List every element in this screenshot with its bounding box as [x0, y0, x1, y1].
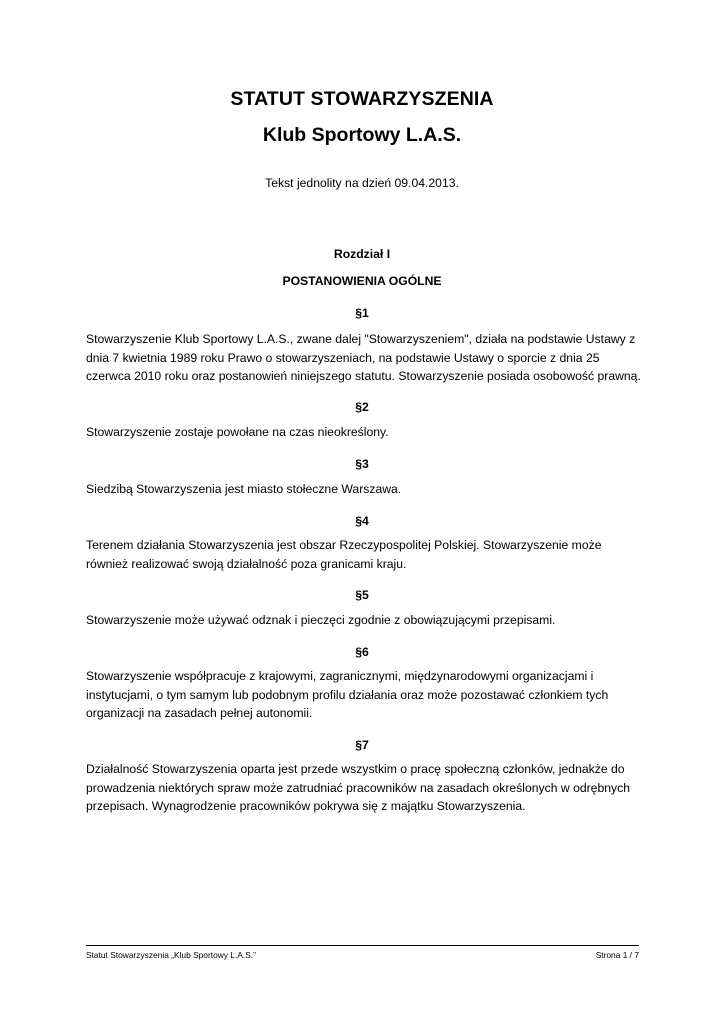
document-title: STATUT STOWARZYSZENIA: [230, 88, 494, 110]
paragraph-text-4: Terenem działania Stowarzyszenia jest obszar Rzeczypospolitej Polskiej. Stowarzyszenie może również realizować swoją działalność poza granicami kraju.: [86, 538, 602, 571]
paragraph-mark-1: §1: [355, 306, 369, 320]
edition-note: Tekst jednolity na dzień 09.04.2013.: [265, 176, 459, 190]
paragraph-text-6: Stowarzyszenie współpracuje z krajowymi, zagranicznymi, międzynarodowymi organizacjami i instytucjami, o tym samym lub podobnym profilu działania oraz może pozostawać członkiem tych organizacji na zasadach pełnej autonomii.: [86, 669, 609, 720]
footer-document-name: Statut Stowarzyszenia „Klub Sportowy L.A.S.”: [86, 950, 256, 960]
chapter-title: Rozdział I: [333, 247, 391, 261]
footer-page-number: Strona 1 / 7: [595, 950, 639, 960]
document-subtitle: Klub Sportowy L.A.S.: [262, 124, 462, 146]
paragraph-mark-2: §2: [355, 400, 369, 414]
chapter-subtitle: POSTANOWIENIA OGÓLNE: [282, 274, 442, 288]
paragraph-text-2: Stowarzyszenie zostaje powołane na czas nieokreślony.: [86, 425, 389, 439]
paragraph-text-1: Stowarzyszenie Klub Sportowy L.A.S., zwane dalej "Stowarzyszeniem", działa na podstawie Ustawy z dnia 7 kwietnia 1989 roku Prawo o stowarzyszeniach, na podstawie Ustawy o sporcie z dnia 25 czerwca 2010 roku oraz postanowień niniejszego statutu. Stowarzyszenie posiada osobowość prawną.: [86, 332, 641, 383]
paragraph-mark-7: §7: [355, 738, 369, 752]
paragraph-mark-4: §4: [355, 514, 369, 528]
footer-divider: [86, 945, 639, 946]
paragraph-text-5: Stowarzyszenie może używać odznak i pieczęci zgodnie z obowiązującymi przepisami.: [86, 613, 556, 627]
paragraph-mark-3: §3: [355, 457, 369, 471]
paragraph-mark-6: §6: [355, 645, 369, 659]
paragraph-text-3: Siedzibą Stowarzyszenia jest miasto stołeczne Warszawa.: [86, 482, 402, 496]
paragraph-mark-5: §5: [355, 588, 369, 602]
paragraph-text-7: Działalność Stowarzyszenia oparta jest przede wszystkim o pracę społeczną członków, jednakże do prowadzenia niektórych spraw może zatrudniać pracowników na zasadach określonych w odrębnych przepisach. Wynagrodzenie pracowników pokrywa się z majątku Stowarzyszenia.: [86, 762, 630, 813]
